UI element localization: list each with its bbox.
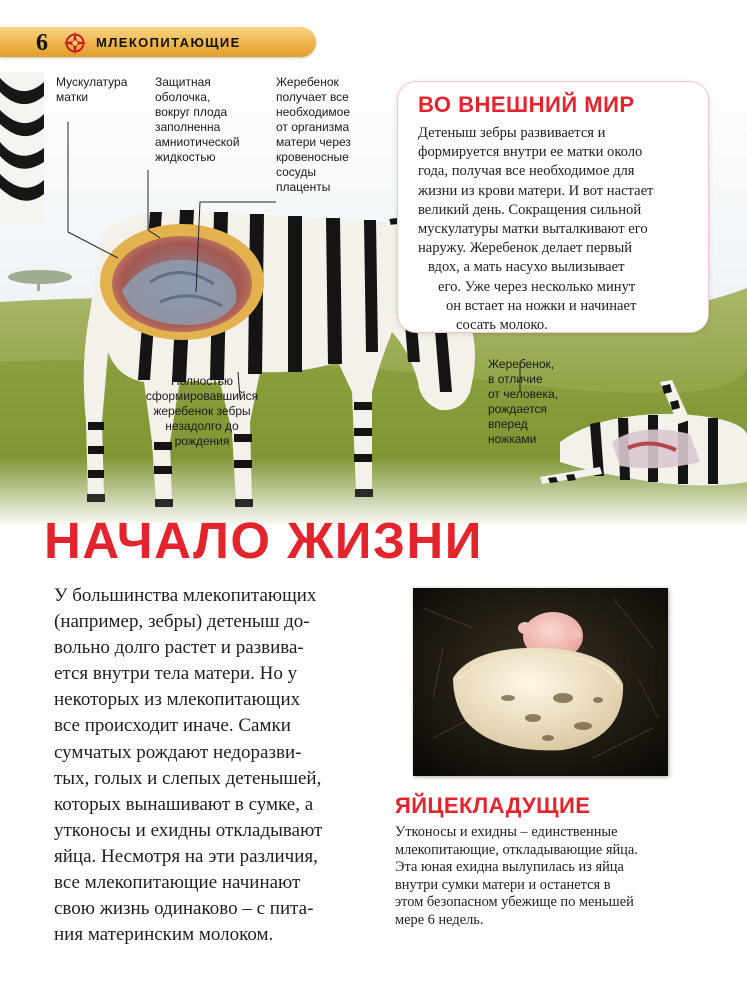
page-number: 6 [36,30,48,56]
info-line: он встает на ножки и начинает [446,297,637,314]
body-line: свою жизнь одинаково – с пита- [54,898,314,920]
body-line: все происходит иначе. Самки [54,715,291,737]
info-line: сосать молоко. [456,317,548,334]
body-line: утконосы и ехидны откладывают [54,819,323,841]
monotremes-body [395,824,695,930]
monotremes-line: мере 6 недель. [395,911,484,928]
info-line: жизни из крови матери. И вот настает [418,182,654,199]
body-line: ния материнским молоком. [54,924,274,946]
main-heading: НАЧАЛО ЖИЗНИ [44,512,483,569]
body-line: некоторых из млекопитающих [54,689,301,711]
main-body-text [54,583,384,948]
body-line: ется внутри тела матери. Но у [54,663,298,685]
info-line: великий день. Сокращения сильной [418,201,642,218]
body-line: тых, голых и слепых детенышей, [54,767,322,789]
body-line: сумчатых рождают недоразви- [54,741,302,763]
body-line: У большинства млекопитающих [54,585,317,606]
echidna-egg-photo [413,588,668,776]
info-line: наружу. Жеребенок делает первый [418,240,633,257]
info-box-body [418,124,708,335]
monotremes-line: Эта юная ехидна вылупилась из яйца [395,859,624,876]
body-line: все млекопитающие начинают [54,872,301,894]
monotremes-title: ЯЙЦЕКЛАДУЩИЕ [395,793,591,818]
label-foal-receives: Жеребенок получает все необходимое от организма матери через кровеносные сосуды плаценты [276,75,351,194]
monotremes-line: внутри сумки матери и останется в [395,876,611,893]
info-line: мускулатуры матки выталкивают его [418,221,648,238]
label-protective-membrane: Защитная оболочка, вокруг плода заполненна амниотической жидкостью [155,75,240,164]
monotremes-line: млекопитающие, откладывающие яйца. [395,841,638,858]
info-line: года, получая все необходимое для [418,163,635,180]
compass-star-icon [62,30,88,56]
body-line: яйца. Несмотря на эти различия, [54,845,318,867]
monotremes-line: Утконосы и ехидны – единственные [395,824,618,840]
info-box-title: ВО ВНЕШНИЙ МИР [418,92,635,117]
body-line: которых вынашивают в сумке, а [54,793,314,815]
body-line: вольно долго растет и развива- [54,637,304,659]
section-title: МЛЕКОПИТАЮЩИЕ [96,35,241,50]
body-line: (например, зебры) детеныш до- [54,611,310,633]
info-line: его. Уже через несколько минут [438,278,636,295]
label-born-legs-first: Жеребенок, в отличие от человека, рождается вперед ножками [488,357,559,446]
monotremes-line: этом безопасном убежище по меньшей [395,894,634,911]
label-fully-formed-foal: Полностью сформировавшийся жеребенок зебры незадолго до рождения [145,374,259,448]
info-line: вдох, а мать насухо вылизывает [428,259,625,276]
label-uterus-muscles: Мускулатура матки [56,75,128,104]
info-line: формируется внутри ее матки около [418,144,643,161]
info-line: Детеныш зебры развивается и [418,125,606,141]
